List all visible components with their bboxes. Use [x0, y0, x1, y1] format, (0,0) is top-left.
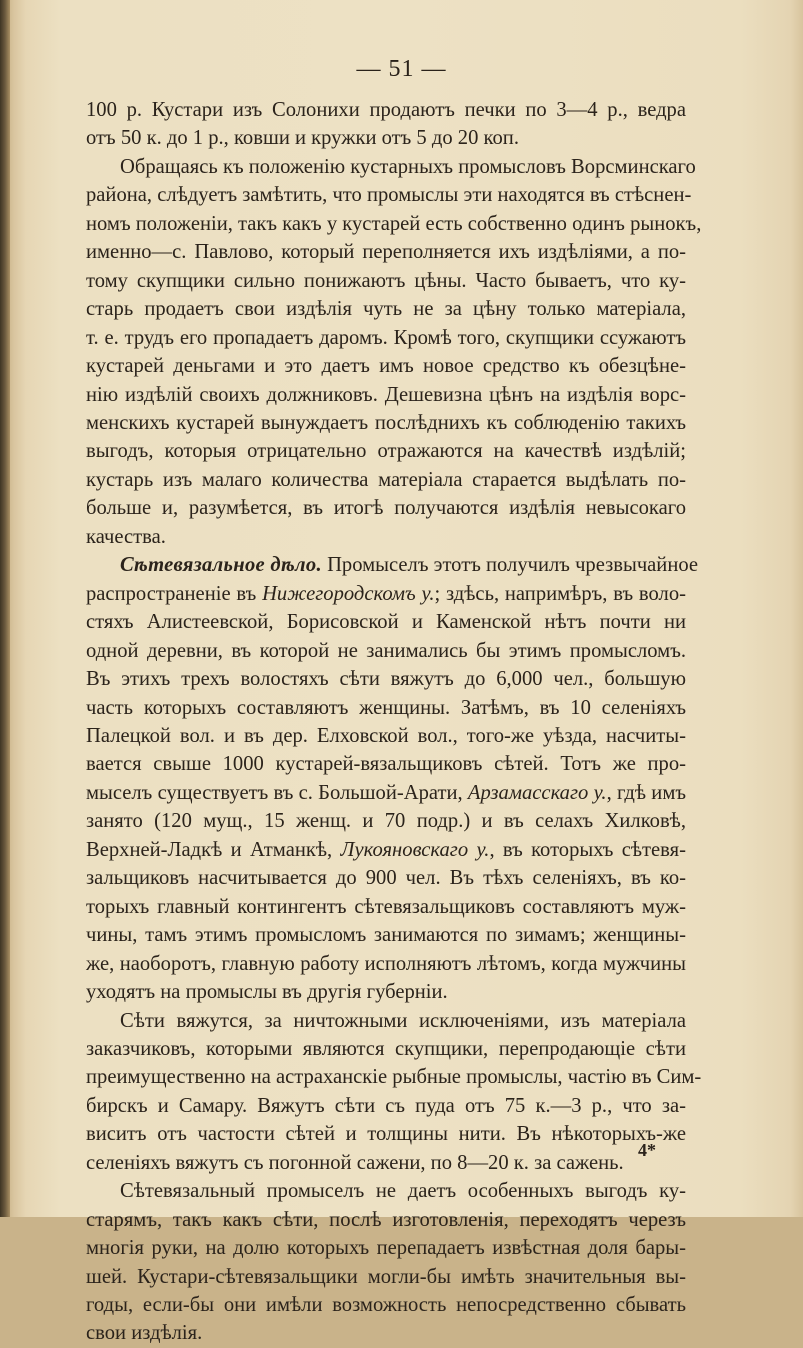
text-line: отъ 50 к. до 1 р., ковши и кружки отъ 5 до 20 коп. — [86, 127, 519, 150]
text-line: виситъ отъ частости сѣтей и толщины нити. Въ нѣкоторыхъ-же — [86, 1123, 686, 1146]
text-line: кустарь изъ малаго количества матеріала старается выдѣлать по- — [86, 468, 686, 491]
text-line: тому скупщики сильно понижаютъ цѣны. Часто бываетъ, что ку- — [86, 269, 686, 292]
text-line: старямъ, такъ какъ сѣти, послѣ изготовленія, переходятъ черезъ — [86, 1208, 686, 1231]
text-line: чины, тамъ этимъ промысломъ занимаются по зимамъ; женщины- — [86, 924, 686, 947]
text-line: нію издѣлій своихъ должниковъ. Дешевизна цѣнъ на издѣлія ворс- — [86, 383, 686, 406]
text-line: занято (120 мущ., 15 женщ. и 70 подр.) и въ селахъ Хилковѣ, — [86, 810, 686, 833]
text-line — [86, 779, 686, 807]
text-line: т. е. трудъ его пропадаетъ даромъ. Кромѣ того, скупщики ссужаютъ — [86, 326, 686, 349]
text-run: распространеніе въ — [86, 582, 257, 605]
text-line: Сѣтевязальный промыселъ не даетъ особенныхъ выгодъ ку- — [120, 1180, 686, 1203]
text-line: шей. Кустари-сѣтевязальщики могли-бы имѣть значительныя вы- — [86, 1265, 686, 1288]
text-line: зальщиковъ насчитывается до 900 чел. Въ тѣхъ селеніяхъ, въ ко- — [86, 867, 686, 890]
text-run: Верхней-Ладкѣ и Атманкѣ, — [86, 838, 333, 861]
text-line: Въ этихъ трехъ волостяхъ сѣти вяжутъ до 6,000 чел., большую — [86, 668, 686, 691]
text-line: одной деревни, въ которой не занимались бы этимъ промысломъ. — [86, 639, 686, 662]
text-line: часть которыхъ составляютъ женщины. Затѣмъ, въ 10 селеніяхъ — [86, 696, 686, 719]
text-line: торыхъ главный контингентъ сѣтевязальщиковъ составляютъ муж- — [86, 895, 686, 918]
text-line: стяхъ Алистеевской, Борисовской и Каменской нѣтъ почти ни — [86, 611, 686, 634]
text-run: мыселъ существуетъ въ с. Большой-Арати, — [86, 781, 463, 804]
text-line: Обращаясь къ положенію кустарныхъ промысловъ Ворсминскаго — [120, 155, 696, 178]
text-line: района, слѣдуетъ замѣтить, что промыслы эти находятся въ стѣснен- — [86, 184, 692, 207]
text-line: многія руки, на долю которыхъ перепадаетъ извѣстная доля бары- — [86, 1237, 686, 1260]
text-line: номъ положеніи, такъ какъ у кустарей есть собственно одинъ рынокъ, — [86, 212, 702, 235]
text-line — [86, 836, 686, 864]
text-line — [86, 551, 699, 579]
paragraph-3 — [86, 551, 699, 1006]
text-line: именно—с. Павлово, который переполняется ихъ издѣліями, а по- — [86, 241, 686, 264]
text-line: заказчиковъ, которыми являются скупщики, перепродающіе сѣти — [86, 1037, 686, 1060]
text-line: бирскъ и Самару. Вяжутъ сѣти съ пуда отъ 75 к.—3 р., что за- — [86, 1094, 686, 1117]
body-text — [86, 96, 702, 1348]
place-name: Нижегородскомъ у. — [262, 582, 435, 605]
text-line: годы, если-бы они имѣли возможность непосредственно сбывать — [86, 1294, 686, 1317]
text-line: выгодъ, которыя отрицательно отражаются на качествѣ издѣлій; — [86, 440, 686, 463]
place-name: Арзамасскаго у. — [467, 781, 607, 804]
text-line: 100 р. Кустари изъ Солонихи продаютъ печки по 3—4 р., ведра — [86, 99, 686, 121]
text-line — [86, 580, 686, 608]
place-name: Лукояновскаго у. — [340, 838, 490, 861]
paragraph-1 — [86, 96, 686, 153]
section-heading: Сѣтевязальное дѣло. — [120, 554, 322, 577]
book-binding-edge — [0, 0, 10, 1217]
text-run: ; здѣсь, напримѣръ, въ воло- — [434, 582, 686, 605]
text-line: Сѣти вяжутся, за ничтожными исключеніями, изъ матеріала — [120, 1009, 686, 1032]
text-line: селеніяхъ вяжутъ съ погонной сажени, по 8—20 к. за сажень. — [86, 1151, 624, 1174]
page-number: — 51 — — [356, 56, 447, 82]
paragraph-2 — [86, 153, 702, 551]
text-line: кустарей деньгами и это даетъ имъ новое средство къ обезцѣне- — [86, 355, 686, 378]
text-run: , въ которыхъ сѣтевя- — [489, 838, 686, 861]
paragraph-4 — [86, 1007, 702, 1178]
text-run: , гдѣ имъ — [606, 781, 687, 804]
text-line: старь продаетъ свои издѣлія чуть не за цѣну только матеріала, — [86, 298, 686, 321]
text-line: качества. — [86, 525, 166, 548]
text-line: уходятъ на промыслы въ другія губерніи. — [86, 981, 448, 1004]
text-line: же, наоборотъ, главную работу исполняютъ лѣтомъ, когда мужчины — [86, 952, 686, 975]
text-line: преимущественно на астраханскіе рыбные промыслы, частію въ Сим- — [86, 1066, 702, 1089]
text-run: Промыселъ этотъ получилъ чрезвычайное — [327, 554, 699, 577]
text-line: вается свыше 1000 кустарей-вязальщиковъ сѣтей. Тотъ же про- — [86, 753, 686, 776]
printer-signature-mark: 4* — [638, 1140, 656, 1160]
text-line: свои издѣлія. — [86, 1322, 203, 1345]
paragraph-5 — [86, 1177, 686, 1348]
text-line: Палецкой вол. и въ дер. Елховской вол., того-же уѣзда, насчиты- — [86, 724, 686, 747]
text-line: менскихъ кустарей вынуждаетъ послѣднихъ къ соблюденію такихъ — [86, 411, 686, 434]
text-line: больше и, разумѣется, въ итогѣ получаются издѣлія невысокаго — [86, 497, 686, 520]
